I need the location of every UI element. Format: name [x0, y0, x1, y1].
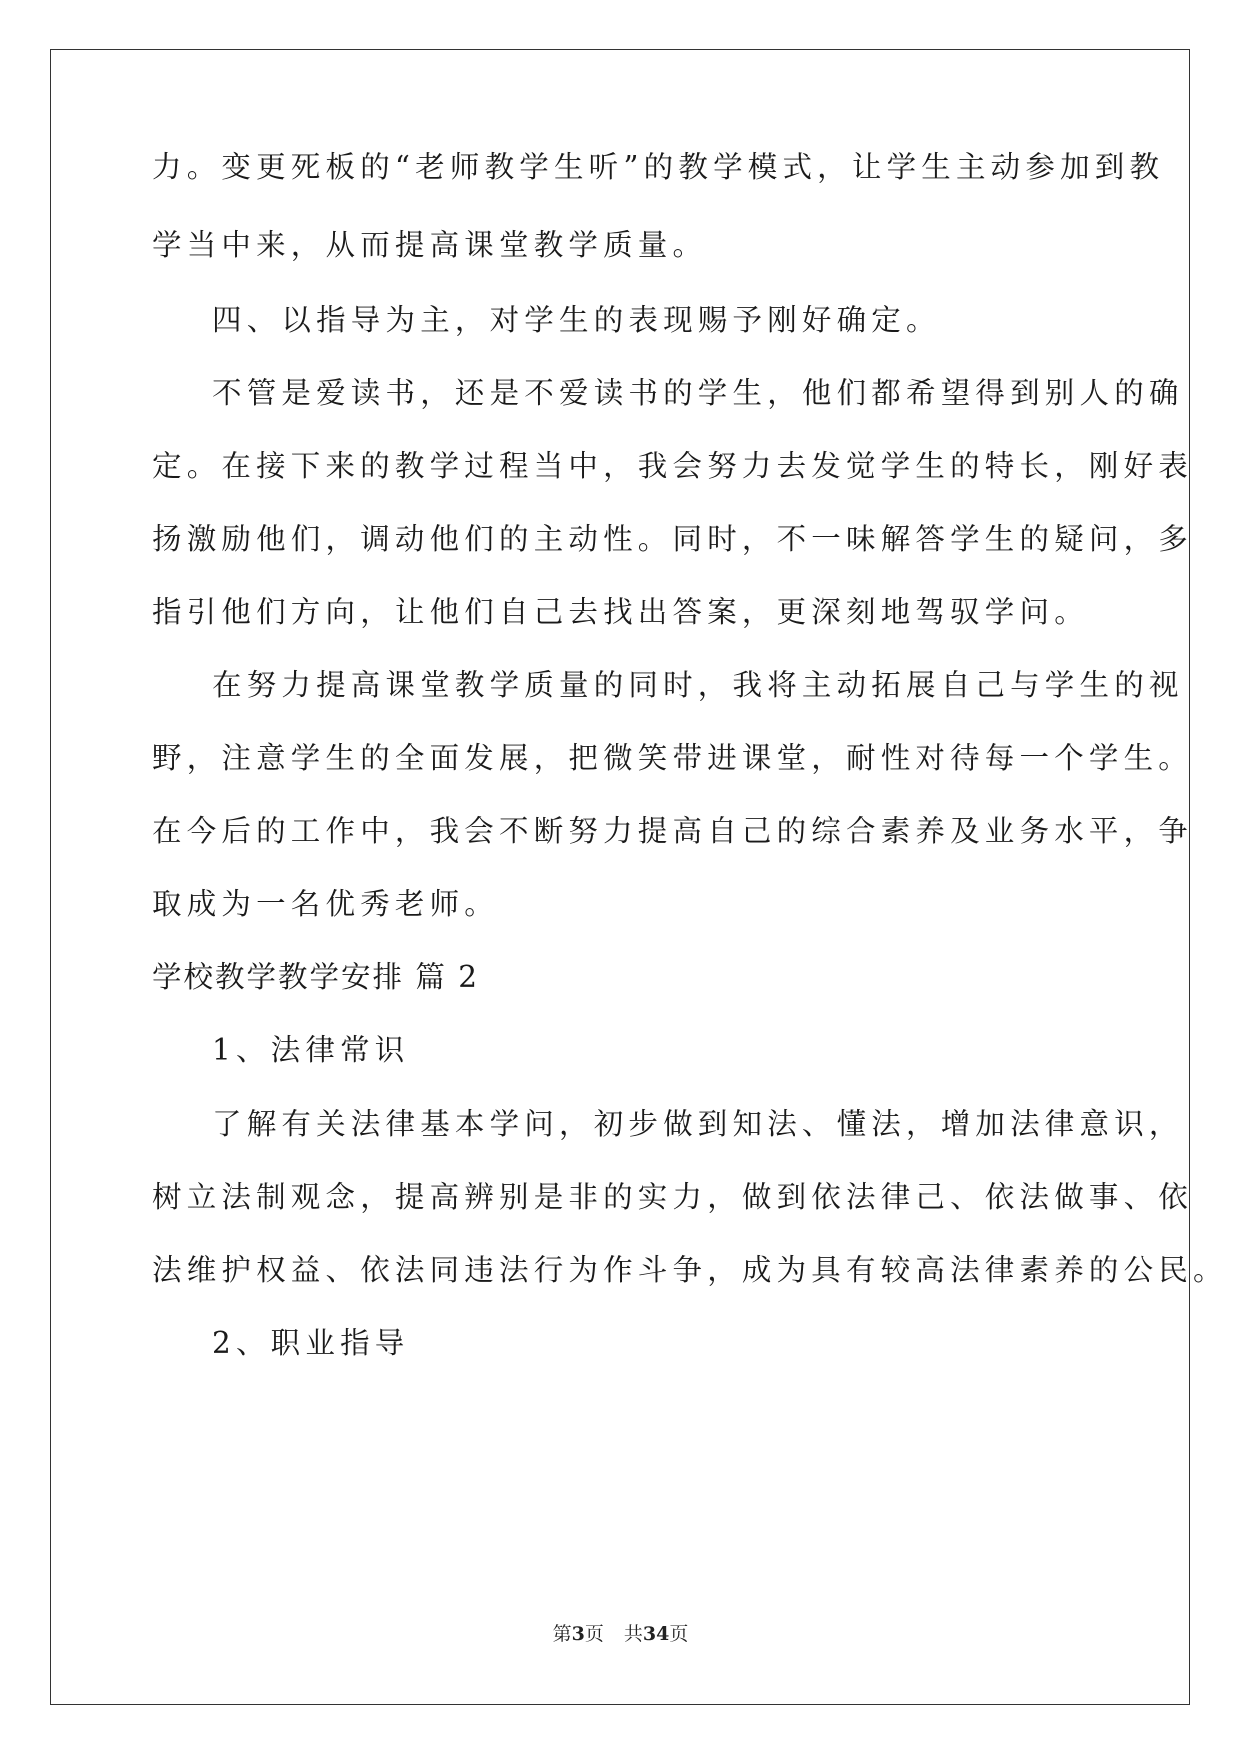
text-line: 在努力提高课堂教学质量的同时，我将主动拓展自己与学生的视	[212, 668, 1184, 702]
text-line: 不管是爱读书，还是不爱读书的学生，他们都希望得到别人的确	[212, 376, 1184, 410]
section-heading: 1、法律常识	[212, 1033, 410, 1067]
page-suffix: 页	[584, 1623, 604, 1645]
article-heading: 学校教学教学安排 篇 2	[152, 960, 480, 994]
text-line: 学当中来，从而提高课堂教学质量。	[152, 228, 708, 262]
page-number: 3	[571, 1623, 585, 1645]
section-heading: 四、以指导为主，对学生的表现赐予刚好确定。	[212, 303, 941, 337]
text-line: 力。变更死板的“老师教学生听”的教学模式，让学生主动参加到教	[152, 150, 1165, 184]
text-line: 扬激励他们，调动他们的主动性。同时，不一味解答学生的疑问，多	[152, 522, 1194, 556]
text-line: 法维护权益、依法同违法行为作斗争，成为具有较高法律素养的公民。	[152, 1253, 1228, 1287]
text-line: 指引他们方向，让他们自己去找出答案，更深刻地驾驭学问。	[152, 595, 1089, 629]
section-heading: 2、职业指导	[212, 1326, 410, 1360]
total-prefix: 共	[623, 1623, 643, 1645]
text-line: 在今后的工作中，我会不断努力提高自己的综合素养及业务水平，争	[152, 814, 1194, 848]
text-line: 树立法制观念，提高辨别是非的实力，做到依法律己、依法做事、依	[152, 1180, 1194, 1214]
total-pages: 34	[642, 1623, 670, 1645]
text-line: 了解有关法律基本学问，初步做到知法、懂法，增加法律意识，	[212, 1107, 1184, 1141]
text-line: 定。在接下来的教学过程当中，我会努力去发觉学生的特长，刚好表	[152, 449, 1194, 483]
page-prefix: 第	[552, 1623, 572, 1645]
total-suffix: 页	[669, 1623, 689, 1645]
text-line: 取成为一名优秀老师。	[152, 887, 500, 921]
text-line: 野，注意学生的全面发展，把微笑带进课堂，耐性对待每一个学生。	[152, 741, 1194, 775]
page-footer	[0, 1625, 1241, 1644]
page-border	[50, 49, 1190, 1705]
